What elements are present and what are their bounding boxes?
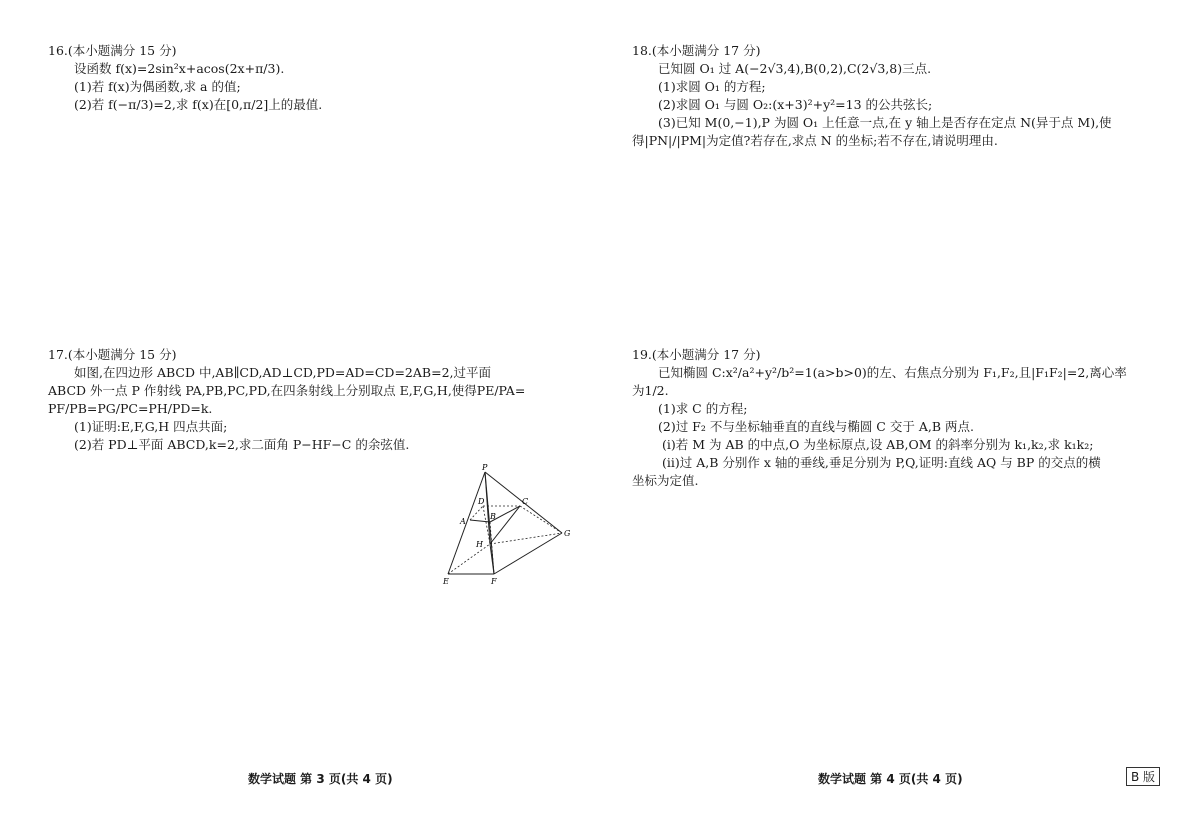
edge-AB	[470, 520, 490, 522]
problem-19-part2-i: (ⅰ)若 M 为 AB 的中点,O 为坐标原点,设 AB,OM 的斜率分别为 k₁,k₂,求 k₁k₂;	[662, 437, 1094, 452]
footer-page-3: 数学试题 第 3 页(共 4 页)	[248, 772, 393, 786]
problem-18-heading: 18.(本小题满分 17 分)	[632, 43, 761, 58]
label-E: E	[443, 577, 449, 586]
problem-19	[632, 346, 1127, 490]
label-D: D	[478, 497, 485, 506]
problem-17-line2: ABCD 外一点 P 作射线 PA,PB,PC,PD,在四条射线上分别取点 E,F,G,H,使得PE/PA=	[48, 383, 526, 398]
problem-19-part1: (1)求 C 的方程;	[658, 401, 748, 416]
problem-18-part3-line2: 得|PN|/|PM|为定值?若存在,求点 N 的坐标;若不存在,请说明理由.	[632, 133, 998, 148]
problem-16-part1: (1)若 f(x)为偶函数,求 a 的值;	[74, 79, 241, 94]
label-B: B	[490, 512, 496, 521]
label-P: P	[482, 463, 488, 472]
problem-18-intro: 已知圆 O₁ 过 A(−2√3,4),B(0,2),C(2√3,8)三点.	[658, 61, 932, 76]
edge-HG	[490, 533, 562, 544]
problem-16-intro: 设函数 f(x)=2sin²x+acos(2x+π/3).	[74, 61, 285, 76]
problem-18-part3-line1: (3)已知 M(0,−1),P 为圆 O₁ 上任意一点,在 y 轴上是否存在定点 N(异于点 M),使	[658, 115, 1112, 130]
label-H: H	[476, 540, 483, 549]
label-A: A	[460, 517, 466, 526]
problem-19-part2: (2)过 F₂ 不与坐标轴垂直的直线与椭圆 C 交于 A,B 两点.	[658, 419, 974, 434]
problem-17-line3: PF/PB=PG/PC=PH/PD=k.	[48, 401, 213, 416]
edge-PH	[485, 472, 490, 544]
problem-16-heading: 16.(本小题满分 15 分)	[48, 43, 177, 58]
problem-18	[632, 42, 1112, 150]
edge-FG	[494, 533, 562, 574]
edge-EH	[448, 544, 490, 574]
label-G: G	[564, 529, 571, 538]
problem-19-intro-line2: 为1/2.	[632, 383, 669, 398]
problem-17-heading: 17.(本小题满分 15 分)	[48, 347, 177, 362]
problem-16-part2: (2)若 f(−π/3)=2,求 f(x)在[0,π/2]上的最值.	[74, 97, 323, 112]
problem-17-part1: (1)证明:E,F,G,H 四点共面;	[74, 419, 228, 434]
edge-CG	[520, 506, 562, 533]
problem-16	[48, 42, 322, 114]
problem-18-part1: (1)求圆 O₁ 的方程;	[658, 79, 766, 94]
problem-18-part2: (2)求圆 O₁ 与圆 O₂:(x+3)²+y²=13 的公共弦长;	[658, 97, 933, 112]
problem-19-heading: 19.(本小题满分 17 分)	[632, 347, 761, 362]
edge-PE	[448, 472, 485, 574]
problem-19-intro-line1: 已知椭圆 C:x²/a²+y²/b²=1(a>b>0)的左、右焦点分别为 F₁,F₂,且|F₁F₂|=2,离心率	[658, 365, 1127, 380]
problem-19-part2-ii-line2: 坐标为定值.	[632, 473, 699, 488]
label-F: F	[491, 577, 497, 586]
pyramid-figure	[438, 462, 578, 587]
problem-19-part2-ii-line1: (ⅱ)过 A,B 分别作 x 轴的垂线,垂足分别为 P,Q,证明:直线 AQ 与 BP 的交点的横	[662, 455, 1101, 470]
label-C: C	[522, 497, 529, 506]
problem-17-line1: 如图,在四边形 ABCD 中,AB∥CD,AD⊥CD,PD=AD=CD=2AB=2,过平面	[74, 365, 491, 380]
footer-page-4: 数学试题 第 4 页(共 4 页)	[818, 772, 963, 786]
problem-17	[48, 346, 525, 454]
version-badge: B 版	[1126, 767, 1160, 786]
problem-17-part2: (2)若 PD⊥平面 ABCD,k=2,求二面角 P−HF−C 的余弦值.	[74, 437, 410, 452]
